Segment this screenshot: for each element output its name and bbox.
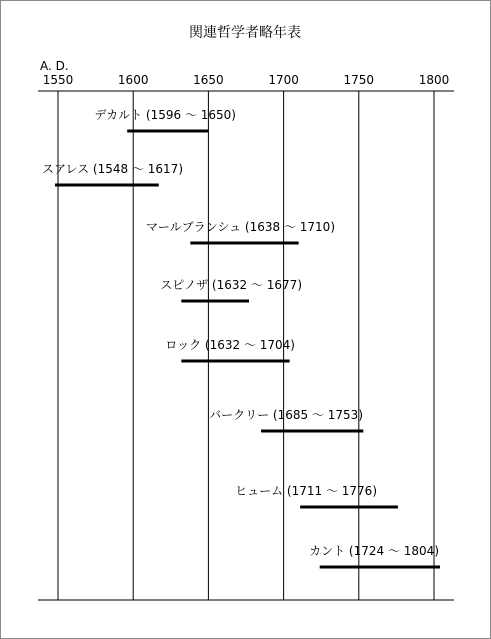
philosopher-label: デカルト (1596 〜 1650) <box>94 108 236 122</box>
lifespan-bars <box>42 108 440 567</box>
philosopher-label: マールブランシュ (1638 〜 1710) <box>145 220 335 234</box>
x-tick-label: 1750 <box>343 73 375 87</box>
chart-title: 関連哲学者略年表 <box>189 25 301 41</box>
philosopher-label: バークリー (1685 〜 1753) <box>209 408 363 422</box>
x-tick-label: 1650 <box>193 73 224 87</box>
philosopher-label: カント (1724 〜 1804) <box>309 544 439 558</box>
x-tick-label: 1550 <box>42 73 74 87</box>
x-tick-label: 1600 <box>117 73 149 87</box>
philosopher-label: ロック (1632 〜 1704) <box>165 338 295 352</box>
philosopher-label: スピノザ (1632 〜 1677) <box>160 278 302 292</box>
x-tick-labels <box>43 73 450 87</box>
axis-label: A. D. <box>40 59 69 73</box>
philosopher-label: スアレス (1548 〜 1617) <box>41 162 183 176</box>
x-tick-label: 1800 <box>418 73 450 87</box>
philosopher-label: ヒューム (1711 〜 1776) <box>235 484 377 498</box>
x-tick-label: 1700 <box>268 73 299 87</box>
